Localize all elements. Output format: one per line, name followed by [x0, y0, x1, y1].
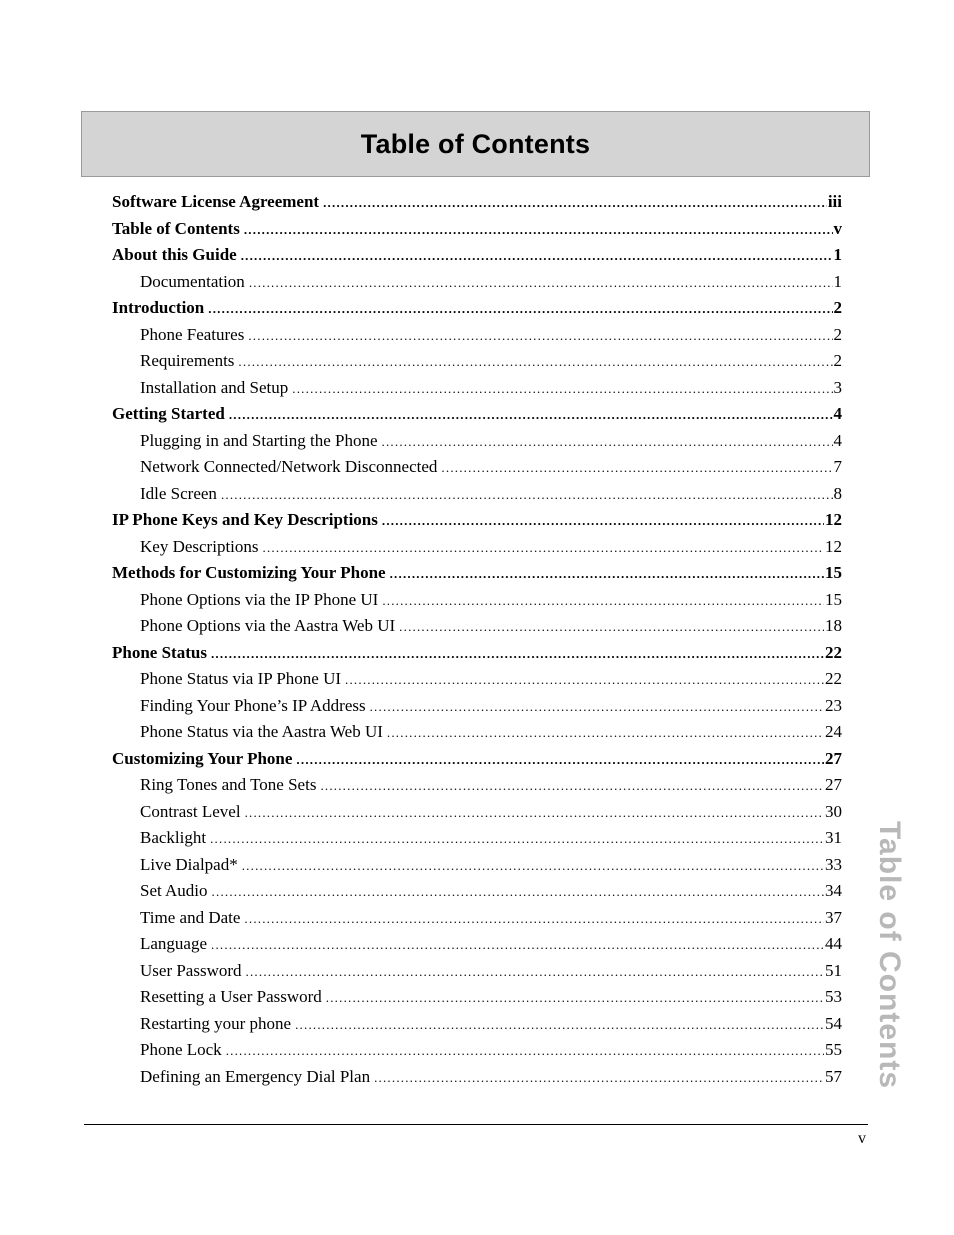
toc-dot-leader — [326, 985, 824, 1012]
toc-entry-page: 2 — [833, 324, 842, 344]
toc-entry-page: 57 — [825, 1066, 842, 1086]
toc-entry-page: 30 — [825, 801, 842, 821]
toc-entry-page: 18 — [825, 616, 842, 635]
toc-entry-page: 37 — [825, 907, 842, 927]
toc-entry-page: 51 — [825, 960, 842, 980]
toc-subsection-entry[interactable] — [112, 613, 842, 640]
toc-entry-label: Network Connected/Network Disconnected — [140, 457, 438, 476]
toc-entry-label: Phone Options via the IP Phone UI — [140, 589, 379, 609]
toc-dot-leader — [323, 190, 827, 217]
toc-entry-page: 22 — [825, 642, 842, 662]
toc-subsection-entry[interactable] — [112, 799, 842, 826]
toc-entry-page: 4 — [833, 404, 842, 423]
toc-entry-label: Restarting your phone — [140, 1013, 292, 1033]
toc-entry-page: 4 — [833, 430, 842, 450]
toc-dot-leader — [441, 455, 832, 482]
toc-subsection-entry[interactable] — [112, 375, 842, 402]
toc-entry-page: 44 — [825, 934, 842, 953]
toc-dot-leader — [382, 588, 824, 615]
toc-entry-label: Idle Screen — [140, 483, 217, 503]
toc-entry-label: Phone Status via the Aastra Web UI — [140, 722, 383, 741]
toc-dot-leader — [295, 1012, 824, 1039]
toc-subsection-entry[interactable] — [112, 322, 842, 349]
toc-dot-leader — [242, 853, 824, 880]
toc-subsection-entry[interactable] — [112, 772, 842, 799]
toc-dot-leader — [382, 508, 824, 535]
toc-section-entry[interactable] — [112, 216, 842, 243]
toc-entry-label: User Password — [140, 960, 242, 980]
side-tab-label: Table of Contents — [873, 820, 907, 1090]
toc-entry-page: 53 — [825, 987, 842, 1006]
toc-entry-label: Phone Lock — [140, 1040, 222, 1059]
toc-entry-label: Live Dialpad* — [140, 854, 238, 874]
toc-section-entry[interactable] — [112, 295, 842, 322]
toc-subsection-entry[interactable] — [112, 269, 842, 296]
page-number: v — [858, 1130, 866, 1147]
toc-entry-page: 27 — [825, 775, 842, 794]
footer-divider — [84, 1124, 868, 1125]
toc-entry-page: 1 — [833, 271, 842, 291]
toc-entry-label: Backlight — [140, 828, 207, 847]
toc-subsection-entry[interactable] — [112, 1037, 842, 1064]
toc-subsection-entry[interactable] — [112, 693, 842, 720]
toc-entry-label: Introduction — [112, 298, 205, 317]
toc-subsection-entry[interactable] — [112, 984, 842, 1011]
side-tab — [858, 790, 920, 1120]
toc-entry-label: Finding Your Phone’s IP Address — [140, 695, 366, 715]
toc-entry-label: Ring Tones and Tone Sets — [140, 775, 317, 794]
toc-entry-page: 12 — [825, 536, 842, 556]
toc-dot-leader — [246, 959, 824, 986]
toc-entry-page: v — [833, 218, 842, 238]
toc-dot-leader — [245, 800, 824, 827]
toc-section-entry[interactable] — [112, 242, 842, 269]
toc-dot-leader — [248, 323, 832, 350]
toc-dot-leader — [263, 535, 824, 562]
toc-dot-leader — [387, 720, 824, 747]
toc-entry-page: 27 — [825, 748, 842, 768]
toc-section-entry[interactable] — [112, 640, 842, 667]
toc-entry-label: Requirements — [140, 351, 235, 370]
toc-subsection-entry[interactable] — [112, 587, 842, 614]
toc-entry-label: Installation and Setup — [140, 377, 289, 397]
toc-entry-label: Table of Contents — [112, 218, 240, 238]
toc-section-entry[interactable] — [112, 746, 842, 773]
toc-subsection-entry[interactable] — [112, 958, 842, 985]
toc-dot-leader — [226, 1038, 824, 1065]
toc-dot-leader — [345, 667, 824, 694]
toc-dot-leader — [390, 561, 824, 588]
toc-entry-page: 54 — [825, 1013, 842, 1033]
toc-entry-label: Time and Date — [140, 907, 241, 927]
toc-entry-page: 22 — [825, 669, 842, 688]
toc-entry-label: Contrast Level — [140, 801, 241, 821]
toc-entry-label: Phone Options via the Aastra Web UI — [140, 616, 396, 635]
toc-dot-leader — [221, 482, 833, 509]
toc-dot-leader — [244, 906, 824, 933]
toc-subsection-entry[interactable] — [112, 348, 842, 375]
toc-entry-label: Resetting a User Password — [140, 987, 322, 1006]
toc-entry-label: Key Descriptions — [140, 536, 259, 556]
toc-entry-label: Phone Features — [140, 324, 245, 344]
toc-dot-leader — [370, 694, 824, 721]
toc-entry-label: Customizing Your Phone — [112, 748, 293, 768]
toc-dot-leader — [374, 1065, 824, 1092]
toc-entry-label: Methods for Customizing Your Phone — [112, 563, 386, 582]
toc-subsection-entry[interactable] — [112, 428, 842, 455]
toc-entry-page: 23 — [825, 695, 842, 715]
toc-section-entry[interactable] — [112, 507, 842, 534]
toc-dot-leader — [241, 243, 833, 270]
toc-subsection-entry[interactable] — [112, 1011, 842, 1038]
toc-entry-page: 15 — [825, 563, 842, 582]
toc-entry-label: Software License Agreement — [112, 192, 320, 211]
toc-dot-leader — [292, 376, 832, 403]
toc-entry-page: 2 — [833, 351, 842, 370]
toc-entry-label: IP Phone Keys and Key Descriptions — [112, 510, 378, 529]
toc-dot-leader — [399, 614, 824, 641]
page-title: Table of Contents — [360, 128, 591, 159]
toc-dot-leader — [382, 429, 833, 456]
toc-dot-leader — [238, 349, 832, 376]
toc-entry-page: 7 — [833, 457, 842, 476]
toc-dot-leader — [229, 402, 833, 429]
toc-subsection-entry[interactable] — [112, 454, 842, 481]
toc-entry-page: 55 — [825, 1040, 842, 1059]
toc-subsection-entry[interactable] — [112, 481, 842, 508]
toc-entry-label: Phone Status via IP Phone UI — [140, 669, 342, 688]
toc-entry-label: Plugging in and Starting the Phone — [140, 430, 378, 450]
toc-dot-leader — [211, 932, 824, 959]
toc-section-entry[interactable] — [112, 560, 842, 587]
toc-entry-page: 34 — [825, 881, 842, 900]
title-banner — [81, 111, 870, 177]
toc-entry-page: 12 — [825, 510, 842, 529]
toc-subsection-entry[interactable] — [112, 1064, 842, 1091]
toc-dot-leader — [211, 641, 824, 668]
toc-dot-leader — [208, 296, 832, 323]
toc-entry-label: Defining an Emergency Dial Plan — [140, 1066, 371, 1086]
toc-entry-page: 3 — [833, 377, 842, 397]
toc-entry-label: Language — [140, 934, 208, 953]
toc-entry-page: 15 — [825, 589, 842, 609]
toc-entry-label: Set Audio — [140, 881, 208, 900]
toc-entry-page: 33 — [825, 854, 842, 874]
toc-subsection-entry[interactable] — [112, 878, 842, 905]
toc-subsection-entry[interactable] — [112, 852, 842, 879]
toc-subsection-entry[interactable] — [112, 719, 842, 746]
toc-dot-leader — [210, 826, 824, 853]
toc-entry-label: Phone Status — [112, 642, 207, 662]
toc-subsection-entry[interactable] — [112, 534, 842, 561]
toc-entry-label: About this Guide — [112, 245, 237, 264]
toc-list — [112, 189, 842, 1090]
toc-entry-page: 31 — [825, 828, 842, 847]
toc-section-entry[interactable] — [112, 401, 842, 428]
toc-dot-leader — [320, 773, 824, 800]
toc-entry-label: Documentation — [140, 271, 245, 291]
toc-subsection-entry[interactable] — [112, 905, 842, 932]
toc-subsection-entry[interactable] — [112, 825, 842, 852]
toc-dot-leader — [249, 270, 833, 297]
toc-subsection-entry[interactable] — [112, 666, 842, 693]
toc-subsection-entry[interactable] — [112, 931, 842, 958]
toc-entry-label: Getting Started — [112, 404, 225, 423]
toc-entry-page: iii — [827, 192, 842, 211]
toc-entry-page: 1 — [833, 245, 842, 264]
toc-section-entry[interactable] — [112, 189, 842, 216]
toc-entry-page: 2 — [833, 298, 842, 317]
toc-dot-leader — [244, 217, 833, 244]
toc-dot-leader — [212, 879, 824, 906]
toc-entry-page: 24 — [825, 722, 842, 741]
toc-entry-page: 8 — [833, 483, 842, 503]
toc-dot-leader — [296, 747, 824, 774]
